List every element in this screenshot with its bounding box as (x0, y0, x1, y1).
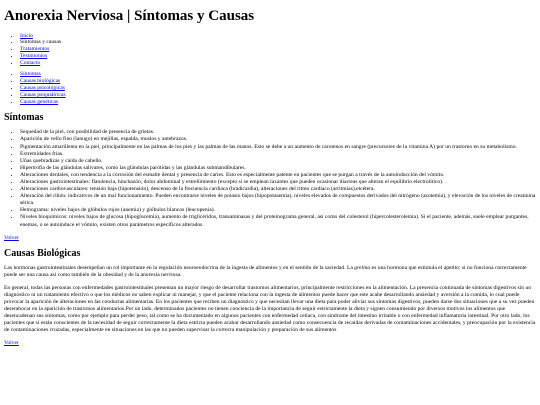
page-title: Anorexia Nerviosa | Síntomas y Causas (4, 8, 255, 24)
nav-link-contacto[interactable]: Contacto (20, 60, 41, 67)
list-item: • Alteraciones gastrointestinales: flatulencia, hinchazón, dolor abdominal y estreñimiento (excepto si se emplean laxantes que pueden ocasionar diarreas que alteran el equilibrio electrolítico). (20, 179, 536, 186)
emphasis-grelina: grelina (354, 264, 371, 271)
back-link-biologicas[interactable]: Volver (4, 339, 19, 346)
section-nav-item (20, 78, 536, 85)
symptoms-list (4, 129, 536, 228)
nav-item-testimonios (20, 53, 536, 60)
list-item: • Aparición de vello fino (lanugo) en mejillas, espalda, muslos y antebrazos. (20, 136, 536, 143)
list-item: • Sequedad de la piel, con posibilidad de presencia de grietas. (20, 129, 536, 136)
list-item: • Extremidades frías. (20, 151, 536, 158)
list-item: • Alteraciones cardiovasculares: tensión baja (hipotensión), descenso de la frecuencia cardiaca (bradicardia), alteraciones del ritmo cardiaco (arritmias),etcétera. (20, 186, 536, 193)
section-heading-biologicas: Causas Biológicas (4, 247, 81, 259)
paragraph-grelina (4, 265, 536, 279)
section-nav-item (20, 99, 536, 106)
paragraph-gastrointestinal: En general, todas las personas con enfermedades gastrointestinales presentan un mayor riesgo de desarrollar trastornos alimentarios, principalmente restricciones en la alimentación. La presencia continuada de síntomas digestivos sin un diagnóstico ni un tratamiento efectivo o que los médicos no saben explicar ni manejar, y que el paciente relaciona con la ingesta de alimentos puede hacer que este acabe desarrollando ansiedad y aversión a la comida, lo cual puede provocar la aparición de alteraciones en las conductas alimentarias. En los pacientes que reciben un diagnóstico y que necesitan llevar una dieta para poder aliviar sus síntomas digestivos, pueden darse dos situaciones que a su vez pueden desembocar en la aparición de trastornos alimentarios.Por un lado, determinados pacientes no tienen conciencia de la importancia de seguir estrictamente la dieta y siguen consumiendo por diversos motivos los alimentos que desencadenan sus síntomas, como por ejemplo para perder peso, tal como se ha documentado en algunos pacientes con enfermedad celíaca, con síndrome del intestino irritable o con enfermedad inflamatoria intestinal. Por otro lado, los pacientes que sí están conscientes de la necesidad de seguir correctamente la dieta estricta pueden acabar desarrollando ansiedad como consecuencia de recaídas derivadas de contaminaciones accidentales, y preocupación por la existencia de contaminaciones cruzadas, especialmente en situaciones en las que no pueden supervisar la correcta manipulación y preparación de sus alimentos (4, 284, 536, 333)
section-nav-item (20, 71, 536, 78)
nav-link-tratamientos[interactable]: Tratamientos (20, 46, 50, 53)
nav-link-inicio[interactable]: Inicio (20, 32, 34, 39)
section-heading-sintomas: Síntomas (4, 112, 44, 124)
list-item: • Hipertrofia de las glándulas salivares, como las glándulas parótidas y las glándulas submandibulares. (20, 165, 536, 172)
section-link-sintomas[interactable]: Síntomas (20, 71, 41, 78)
nav-item-sintomas-y-causas: • Síntomas y causas (20, 39, 536, 46)
nav-item-tratamientos (20, 46, 536, 53)
section-link-biologicas[interactable]: Causas biológicas (20, 78, 61, 85)
back-link-sintomas[interactable]: Volver (4, 234, 19, 241)
list-item: • Hemograma: niveles bajos de glóbulos rojos (anemia) y glóbulos blancos (leucopenia). (20, 207, 536, 214)
nav-link-testimonios[interactable]: Testimonios (20, 53, 48, 60)
section-nav (4, 71, 536, 106)
section-link-geneticas[interactable]: Causas genéticas (20, 99, 59, 106)
section-nav-item (20, 85, 536, 92)
list-item: • Uñas quebradizas y caída de cabello. (20, 158, 536, 165)
list-item: • Pigmentación amarillenta en la piel, principalmente en las palmas de los pies y las palmas de las manos. Esto se debe a un aumento de carotenos en sangre (precursores de la vitamina A) por un trastorno en su metabolismo. (20, 144, 536, 151)
section-nav-item (20, 92, 536, 99)
section-link-psicologicas[interactable]: Causas psicológicas (20, 85, 65, 92)
section-link-psiquiatricas[interactable]: Causas psiquiátricas (20, 92, 66, 99)
nav-item-contacto (20, 60, 536, 67)
list-item: • Alteraciones dentales, con tendencia a la corrosión del esmalte dental y presencia de caries. Esto es especialmente patente en pacientes que se purgan a través de la autoinducción del vómito. (20, 172, 536, 179)
paragraph-text: Las hormonas gastrointestinales desempeñan un rol importante en la regulación neuroendocrina de la ingesta de alimentos y en el sentido de la saciedad. La (4, 264, 355, 271)
main-nav (4, 33, 536, 68)
paragraph-text: es una hormona que estimula el apetito: si no funciona correctamente puede ser una causa así como también de la obesidad y de la anorexia nerviosa. (4, 264, 527, 278)
nav-item-inicio (20, 33, 536, 40)
list-item: • Alteración del riñón: indicativos de un mal funcionamiento. Pueden encontrarse niveles de potasio bajos (hipopotasemia), niveles elevados de compuestos derivados del nitrógeno (azotemia), y elevación de los niveles de creatinina sérica. (20, 193, 536, 207)
list-item: • Niveles bioquímicos: niveles bajos de glucosa (hipoglucemia), aumento de triglicéridos, transaminasas y del proteinograma general, así como del colesterol (hipercolesterolemia). Si el paciente, además, suele emplear purgantes, enemas, o se autoinduce el vómito, existen otros parámetros específicos alterados. (20, 214, 536, 228)
